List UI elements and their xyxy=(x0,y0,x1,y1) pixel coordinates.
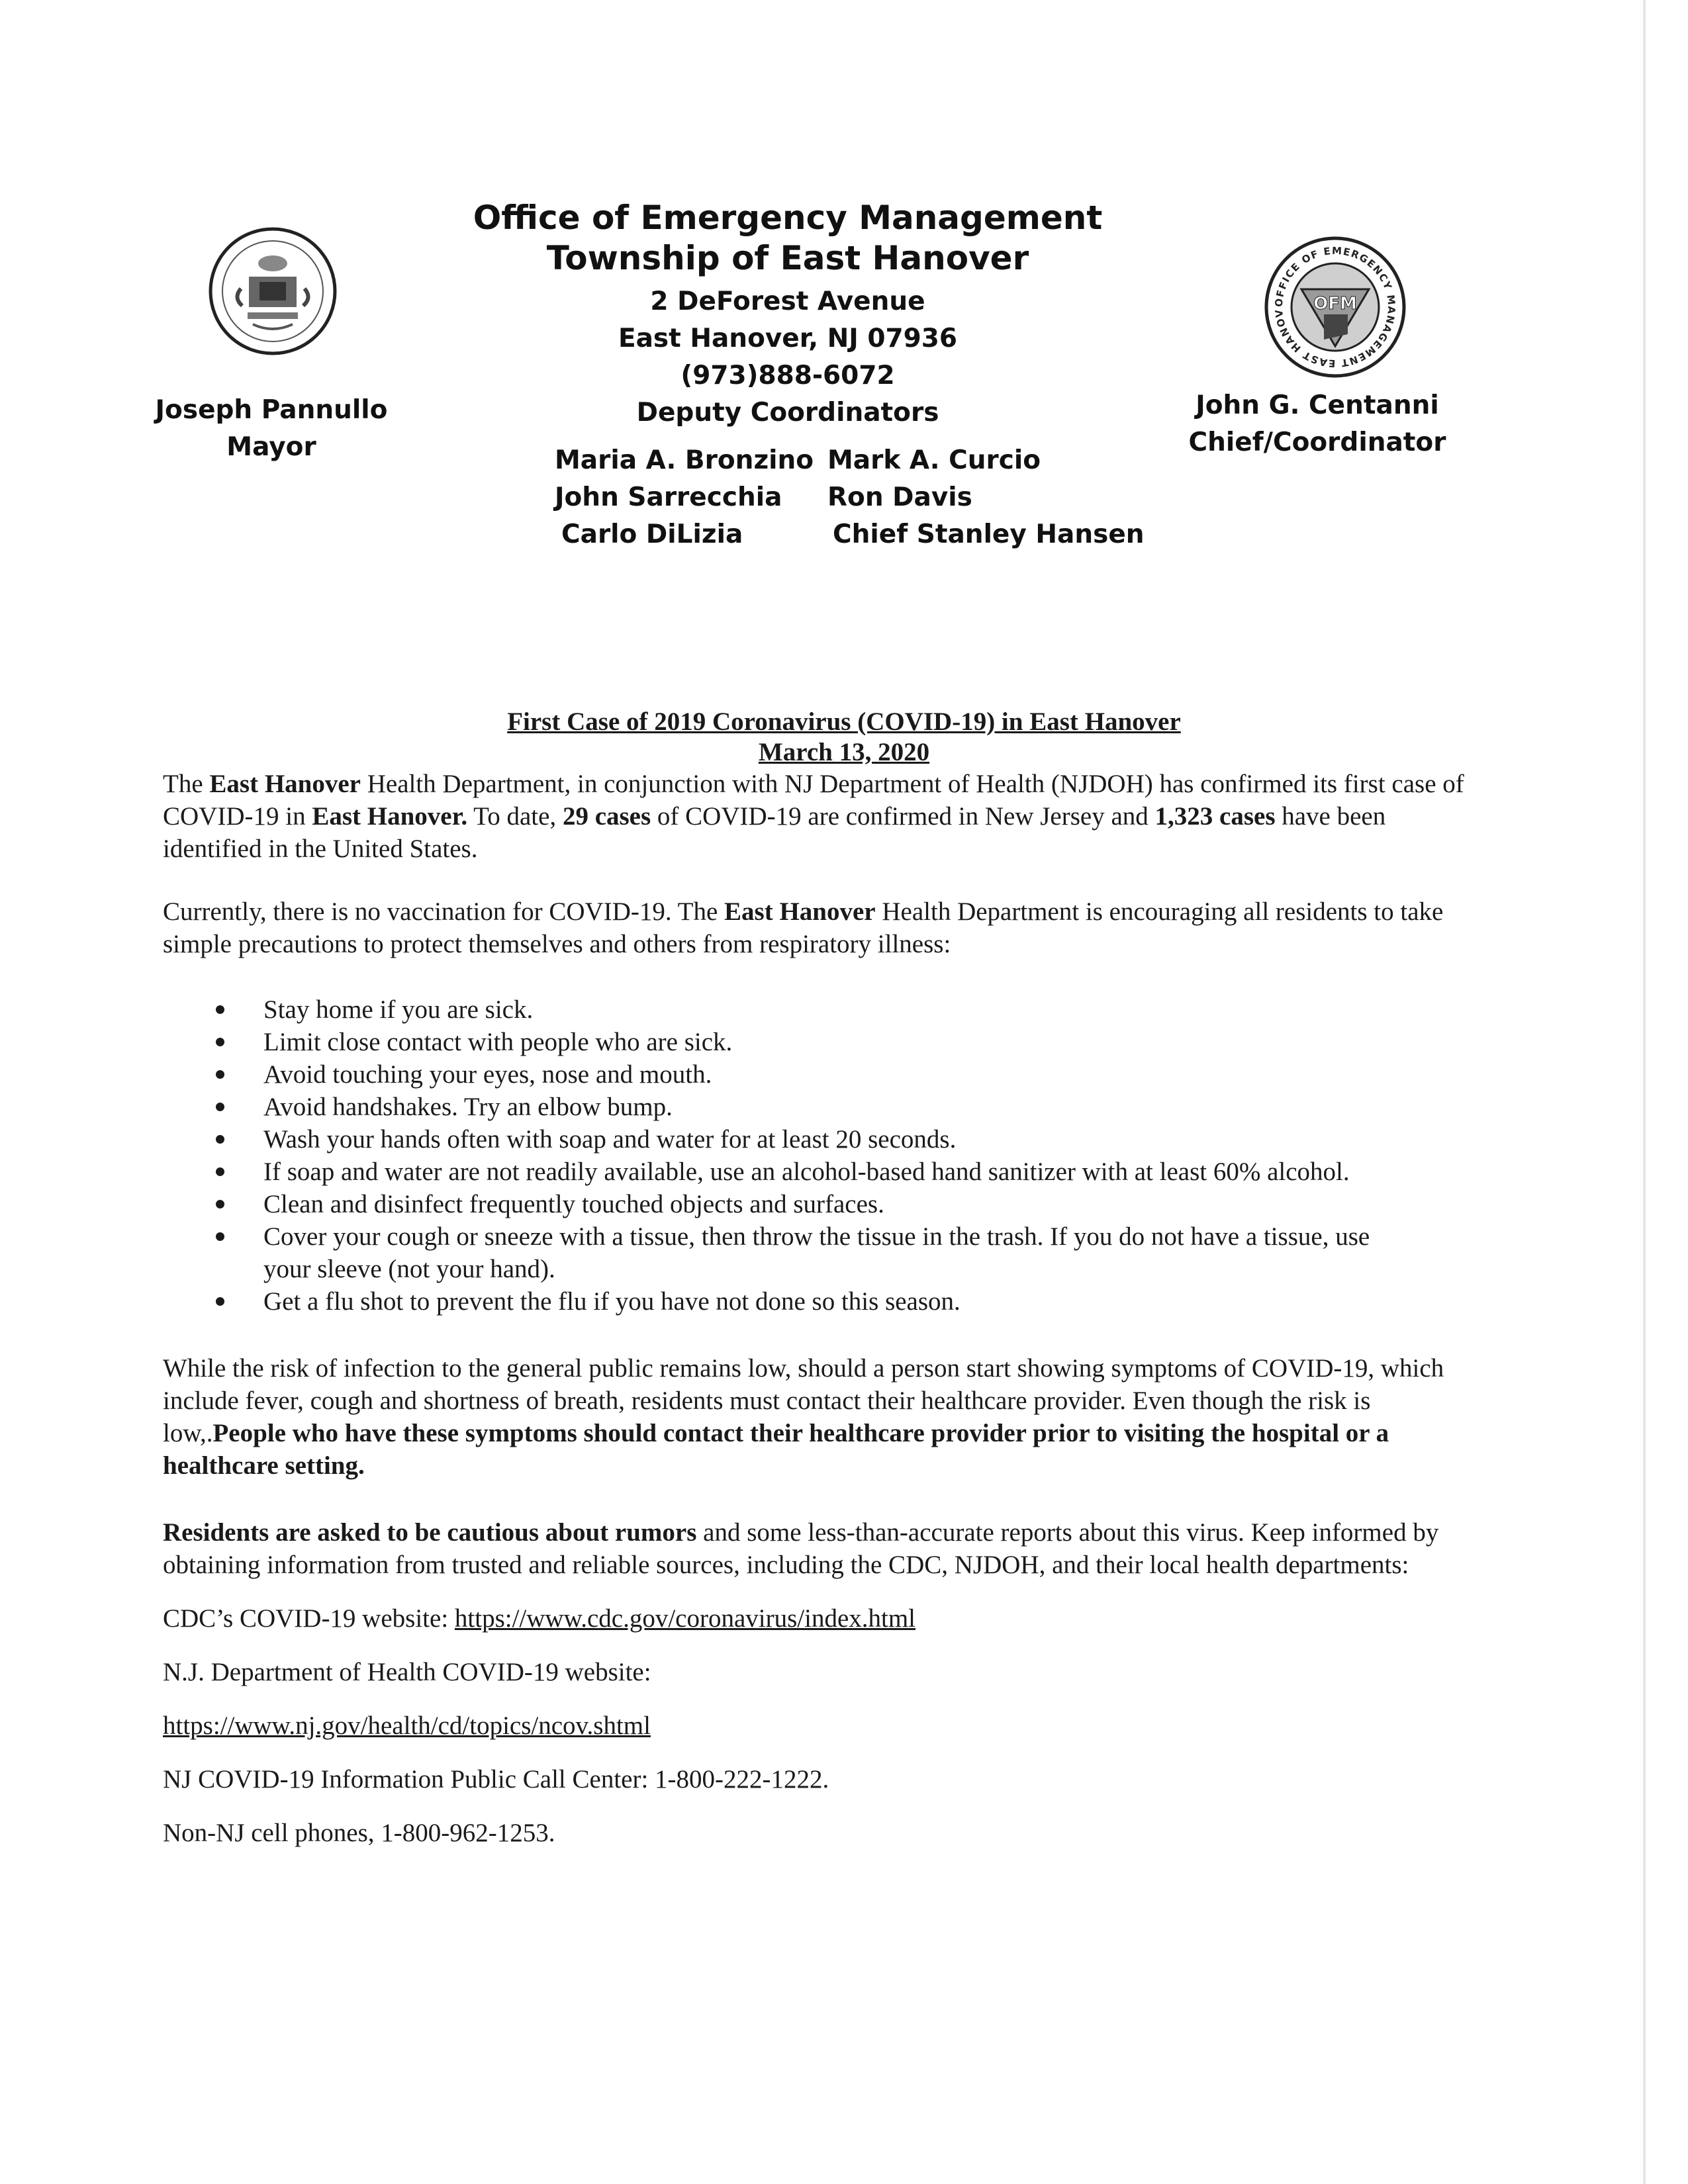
list-item: Clean and disinfect frequently touched objects and surfaces. xyxy=(163,1188,1487,1220)
deputy-name: Chief Stanley Hansen xyxy=(833,520,1145,549)
notice-body xyxy=(163,768,1487,1849)
us-case-count: 1,323 cases xyxy=(1154,802,1276,831)
scan-edge xyxy=(1643,0,1646,2184)
list-item: Cover your cough or sneeze with a tissue, then throw the tissue in the trash. If you do not have a tissue, use your sleeve (not your hand). xyxy=(163,1220,1487,1285)
notice-title-block xyxy=(0,707,1688,768)
non-nj-phone-line: Non-NJ cell phones, 1-800-962-1253. xyxy=(163,1819,555,1847)
deputy-name: Maria A. Bronzino xyxy=(555,445,814,475)
cdc-label: CDC’s COVID-19 website: xyxy=(163,1604,455,1633)
deputy-list xyxy=(555,442,1217,553)
text: To date, xyxy=(467,802,563,831)
list-item: If soap and water are not readily available, use an alcohol-based hand sanitizer with at least 60% alcohol. xyxy=(163,1156,1487,1188)
precaution-list xyxy=(163,993,1487,1318)
text-bold: East Hanover xyxy=(209,770,361,798)
notice-title: First Case of 2019 Coronavirus (COVID-19) in East Hanover xyxy=(507,707,1181,736)
text: The xyxy=(163,770,210,798)
office-name: Office of Emergency Management xyxy=(473,199,1103,237)
deputy-name: Ron Davis xyxy=(827,482,972,512)
text: and some less-than-accurate reports about this virus. Keep informed by obtaining information from trusted and reliable sources, including the CDC, NJDOH, and their local health departments: xyxy=(163,1518,1439,1579)
deputy-name: John Sarrecchia xyxy=(555,482,782,512)
paragraph-confirmation xyxy=(163,768,1487,865)
list-item: Avoid handshakes. Try an elbow bump. xyxy=(163,1091,1487,1123)
text: have been identified in the United States. xyxy=(163,802,1386,863)
deputy-heading: Deputy Coordinators xyxy=(636,398,939,428)
notice-date: March 13, 2020 xyxy=(758,738,930,766)
text-bold: East Hanover. xyxy=(312,802,468,831)
office-header xyxy=(410,199,1165,432)
text: of COVID-19 are confirmed in New Jersey and xyxy=(651,802,1155,831)
coordinator-name: John G. Centanni xyxy=(1196,390,1439,420)
cdc-resource-line xyxy=(163,1602,1487,1635)
deputy-name: Mark A. Curcio xyxy=(827,445,1041,475)
coordinator-block xyxy=(1178,387,1456,461)
paragraph-precautions xyxy=(163,895,1487,960)
seal-center-text: OFM xyxy=(1313,294,1357,314)
mayor-block xyxy=(132,392,410,466)
cdc-link[interactable]: https://www.cdc.gov/coronavirus/index.html xyxy=(454,1604,916,1633)
paragraph-symptoms xyxy=(163,1352,1487,1482)
township-seal-icon xyxy=(207,225,339,357)
text-bold: People who have these symptoms should contact their healthcare provider prior to visiting the hospital or a healthcare setting. xyxy=(163,1419,1389,1480)
paragraph-rumors xyxy=(163,1516,1487,1581)
deputy-row xyxy=(555,442,1217,479)
address-line-2: East Hanover, NJ 07936 xyxy=(618,324,958,353)
nj-resource-label: N.J. Department of Health COVID-19 website: xyxy=(163,1658,651,1686)
text: While the risk of infection to the general public remains low, should a person start showing symptoms of COVID-19, which include fever, cough and shortness of breath, residents must contact their healthcare provider. Even though the risk is low,. xyxy=(163,1354,1444,1447)
list-item: Wash your hands often with soap and water for at least 20 seconds. xyxy=(163,1123,1487,1156)
mayor-name: Joseph Pannullo xyxy=(155,395,388,425)
deputy-name: Carlo DiLizia xyxy=(561,520,743,549)
text-bold: East Hanover xyxy=(724,897,876,926)
office-phone: (973)888-6072 xyxy=(680,361,895,390)
list-item: Stay home if you are sick. xyxy=(163,993,1487,1026)
coordinator-title: Chief/Coordinator xyxy=(1188,428,1446,457)
text-bold: Residents are asked to be cautious about rumors xyxy=(163,1518,697,1547)
list-item: Get a flu shot to prevent the flu if you have not done so this season. xyxy=(163,1285,1487,1318)
nj-case-count: 29 cases xyxy=(562,802,651,831)
deputy-row xyxy=(555,516,1217,553)
list-item: Avoid touching your eyes, nose and mouth. xyxy=(163,1058,1487,1091)
deputy-row xyxy=(555,479,1217,516)
call-center-line: NJ COVID-19 Information Public Call Center: 1-800-222-1222. xyxy=(163,1765,829,1794)
nj-health-link[interactable]: https://www.nj.gov/health/cd/topics/ncov.shtml xyxy=(163,1711,651,1740)
text: Health Department, in conjunction with NJ Department of Health (NJDOH) has confirmed its first case of COVID-19 in xyxy=(163,770,1464,831)
list-item: Limit close contact with people who are sick. xyxy=(163,1026,1487,1058)
text: Health Department is encouraging all residents to take simple precautions to protect themselves and others from respiratory illness: xyxy=(163,897,1444,958)
text: Currently, there is no vaccination for COVID-19. The xyxy=(163,897,725,926)
seal-ring-text: OFFICE OF EMERGENCY MANAGEMENT EAST HANOV xyxy=(1272,244,1398,370)
township-name: Township of East Hanover xyxy=(546,239,1029,277)
nj-resource-line xyxy=(163,1709,1487,1742)
oem-seal-icon xyxy=(1263,235,1407,379)
mayor-title: Mayor xyxy=(226,432,316,462)
address-line-1: 2 DeForest Avenue xyxy=(650,287,925,316)
